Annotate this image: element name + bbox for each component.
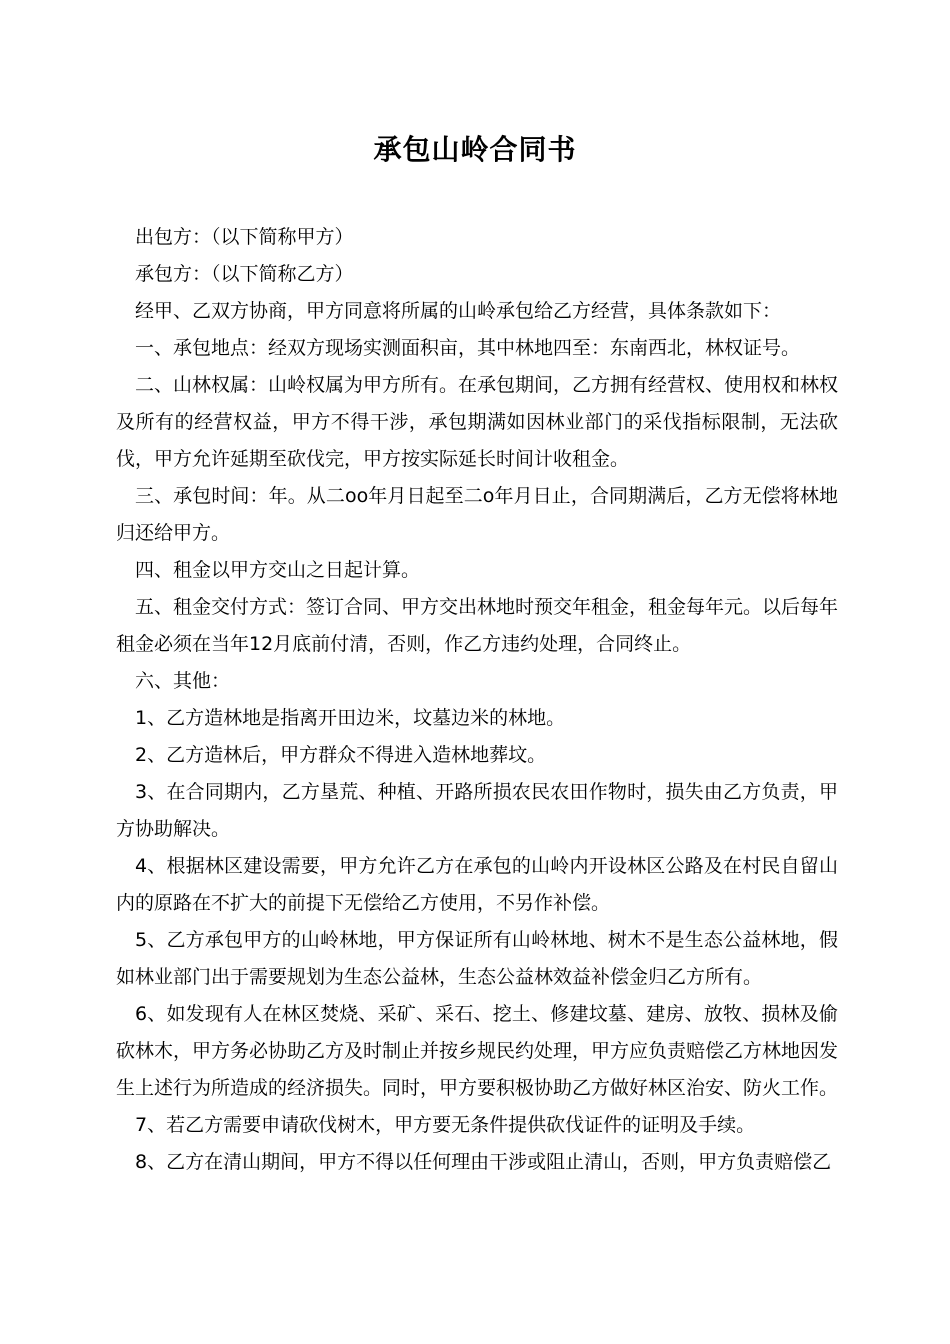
clause-location: 一、承包地点：经双方现场实测面积亩，其中林地四至：东南西北，林权证号。: [135, 337, 801, 359]
other-item-3: 3、在合同期内，乙方垦荒、种植、开路所损农民农田作物时，损失由乙方负责，甲方协助解决。: [116, 781, 838, 840]
other-item-1: 1、乙方造林地是指离开田边米，坟墓边米的林地。: [135, 707, 566, 729]
other-item-5: 5、乙方承包甲方的山岭林地，甲方保证所有山岭林地、树木不是生态公益林地，假如林业部门出于需要规划为生态公益林，生态公益林效益补偿金归乙方所有。: [116, 929, 838, 988]
clause-ownership: 二、山林权属：山岭权属为甲方所有。在承包期间，乙方拥有经营权、使用权和林权及所有的经营权益，甲方不得干涉，承包期满如因林业部门的采伐指标限制，无法砍伐，甲方允许延期至砍伐完，甲方按实际延长时间计收租金。: [116, 374, 839, 470]
other-item-4: 4、根据林区建设需要，甲方允许乙方在承包的山岭内开设林区公路及在村民自留山内的原路在不扩大的前提下无偿给乙方使用，不另作补偿。: [116, 855, 838, 914]
document-body: [116, 219, 838, 1181]
clause-other-heading: 六、其他：: [135, 670, 231, 692]
other-item-8: 8、乙方在清山期间，甲方不得以任何理由干涉或阻止清山，否则，甲方负责赔偿乙: [135, 1151, 832, 1173]
clause-term: 三、承包时间：年。从二oo年月日起至二o年月日止，合同期满后，乙方无偿将林地归还给甲方。: [116, 485, 838, 544]
document-title: 承包山岭合同书: [373, 133, 577, 166]
paragraph-preamble: 经甲、乙双方协商，甲方同意将所属的山岭承包给乙方经营，具体条款如下：: [135, 300, 782, 322]
clause-rent-payment: 五、租金交付方式：签订合同、甲方交出林地时预交年租金，租金每年元。以后每年租金必须在当年12月底前付清，否则，作乙方违约处理，合同终止。: [116, 596, 839, 655]
clause-rent-start: 四、租金以甲方交山之日起计算。: [135, 559, 421, 581]
other-item-7: 7、若乙方需要申请砍伐树木，甲方要无条件提供砍伐证件的证明及手续。: [135, 1114, 756, 1136]
other-item-2: 2、乙方造林后，甲方群众不得进入造林地葬坟。: [135, 744, 547, 766]
paragraph-contractor-out: 出包方：（以下简称甲方）: [135, 226, 354, 248]
other-item-6: 6、如发现有人在林区焚烧、采矿、采石、挖土、修建坟墓、建房、放牧、损林及偷砍林木，甲方务必协助乙方及时制止并按乡规民约处理，甲方应负责赔偿乙方林地因发生上述行为所造成的经济损失。同时，甲方要积极协助乙方做好林区治安、防火工作。: [116, 1003, 839, 1099]
paragraph-contractor-in: 承包方：（以下简称乙方）: [135, 263, 354, 285]
